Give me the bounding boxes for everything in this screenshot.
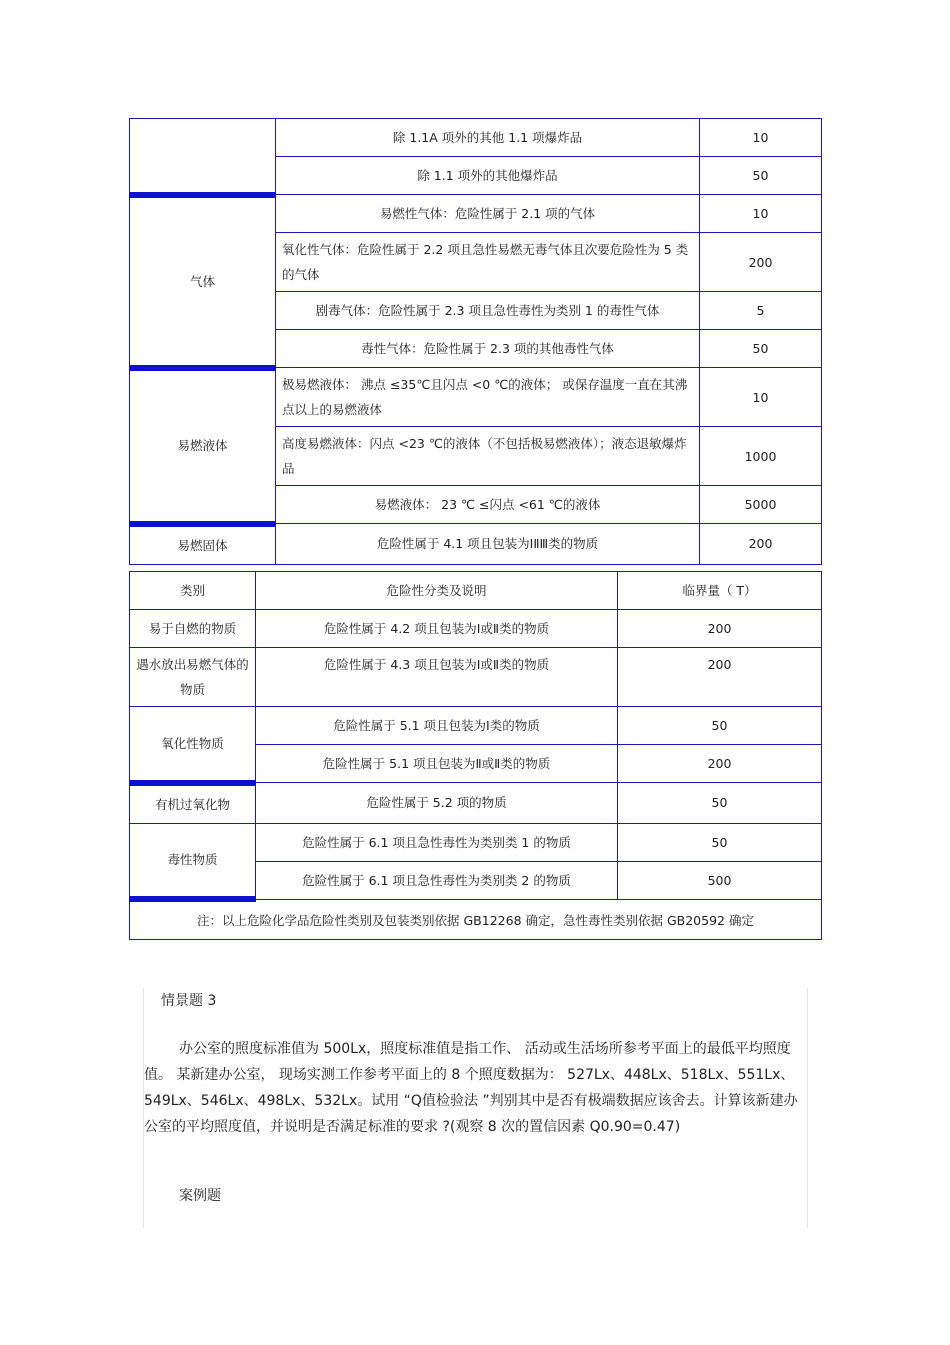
qty-cell: 500 xyxy=(618,861,822,899)
qty-cell: 200 xyxy=(700,233,822,292)
table-row xyxy=(130,524,822,565)
table-note: 注：以上危险化学品危险性类别及包装类别依据 GB12268 确定，急性毒性类别依据 GB20592 确定 xyxy=(130,899,822,940)
qty-cell: 10 xyxy=(700,119,822,157)
section-paragraph: 办公室的照度标准值为 500Lx，照度标准值是指工作、 活动或生活场所参考平面上的最低平均照度值。 某新建办公室， 现场实测工作参考平面上的 8 个照度数据为： 527Lx、448Lx、518Lx、551Lx、549Lx、546Lx、498Lx、532Lx。试用 “Q值检验法 ”判别其中是否有极端数据应该舍去。计算该新建办公室的平均照度值，并说明是否满足标准的要求 ?(观察 8 次的置信因素 Q0.90=0.47) xyxy=(144,1041,798,1135)
table-row xyxy=(130,610,822,648)
category-cell: 遇水放出易燃气体的物质 xyxy=(130,648,256,707)
table-note-row xyxy=(130,899,822,940)
qty-cell: 10 xyxy=(700,368,822,427)
hazard-table-2 xyxy=(129,571,822,940)
desc-cell: 危险性属于 4.3 项且包装为Ⅰ或Ⅱ类的物质 xyxy=(256,648,618,707)
desc-cell: 危险性属于 4.2 项且包装为Ⅰ或Ⅱ类的物质 xyxy=(256,610,618,648)
table-row xyxy=(130,783,822,824)
category-cell: 易于自燃的物质 xyxy=(130,610,256,648)
header-qty: 临界量（ T） xyxy=(618,572,822,610)
desc-cell: 危险性属于 6.1 项且急性毒性为类别类 1 的物质 xyxy=(256,823,618,861)
qty-cell: 5000 xyxy=(700,486,822,524)
qty-cell: 50 xyxy=(618,783,822,824)
qty-cell: 50 xyxy=(618,823,822,861)
desc-cell: 除 1.1A 项外的其他 1.1 项爆炸品 xyxy=(276,119,700,157)
desc-cell: 危险性属于 5.2 项的物质 xyxy=(256,783,618,824)
qty-cell: 50 xyxy=(700,330,822,368)
desc-cell: 毒性气体：危险性属于 2.3 项的其他毒性气体 xyxy=(276,330,700,368)
table-row xyxy=(130,368,822,427)
qty-cell: 50 xyxy=(618,707,822,745)
desc-cell: 除 1.1 项外的其他爆炸品 xyxy=(276,157,700,195)
desc-cell: 危险性属于 5.1 项且包装为Ⅱ或Ⅱ类的物质 xyxy=(256,745,618,783)
qty-cell: 5 xyxy=(700,292,822,330)
table-row xyxy=(130,119,822,157)
category-cell: 有机过氧化物 xyxy=(130,783,256,824)
hazard-table-1 xyxy=(129,118,822,565)
table-row xyxy=(130,195,822,233)
category-cell: 易燃固体 xyxy=(130,524,276,565)
desc-cell: 易燃液体： 23 ℃ ≤闪点 <61 ℃的液体 xyxy=(276,486,700,524)
case-heading: 案例题 xyxy=(179,1188,221,1204)
desc-cell: 易燃性气体：危险性属于 2.1 项的气体 xyxy=(276,195,700,233)
table-header-row xyxy=(130,572,822,610)
qty-cell: 200 xyxy=(618,648,822,707)
qty-cell: 200 xyxy=(700,524,822,565)
desc-cell: 危险性属于 5.1 项且包装为Ⅰ类的物质 xyxy=(256,707,618,745)
desc-cell: 高度易燃液体：闪点 <23 ℃的液体（不包括极易燃液体）；液态退敏爆炸品 xyxy=(276,427,700,486)
qty-cell: 10 xyxy=(700,195,822,233)
header-category: 类别 xyxy=(130,572,256,610)
category-cell: 易燃液体 xyxy=(130,368,276,524)
scenario-section xyxy=(143,988,808,1228)
desc-cell: 危险性属于 6.1 项且急性毒性为类别类 2 的物质 xyxy=(256,861,618,899)
category-cell xyxy=(130,119,276,195)
section-heading: 情景题 3 xyxy=(161,993,217,1009)
qty-cell: 50 xyxy=(700,157,822,195)
desc-cell: 危险性属于 4.1 项且包装为ⅠⅡⅢ类的物质 xyxy=(276,524,700,565)
qty-cell: 200 xyxy=(618,610,822,648)
qty-cell: 200 xyxy=(618,745,822,783)
qty-cell: 1000 xyxy=(700,427,822,486)
desc-cell: 剧毒气体：危险性属于 2.3 项且急性毒性为类别 1 的毒性气体 xyxy=(276,292,700,330)
desc-cell: 氧化性气体：危险性属于 2.2 项且急性易燃无毒气体且次要危险性为 5 类的气体 xyxy=(276,233,700,292)
table-row xyxy=(130,823,822,861)
category-cell: 毒性物质 xyxy=(130,823,256,899)
category-cell: 气体 xyxy=(130,195,276,368)
category-cell: 氧化性物质 xyxy=(130,707,256,783)
table-row xyxy=(130,648,822,707)
header-desc: 危险性分类及说明 xyxy=(256,572,618,610)
desc-cell: 极易燃液体： 沸点 ≤35℃且闪点 <0 ℃的液体； 或保存温度一直在其沸点以上的易燃液体 xyxy=(276,368,700,427)
table-row xyxy=(130,707,822,745)
